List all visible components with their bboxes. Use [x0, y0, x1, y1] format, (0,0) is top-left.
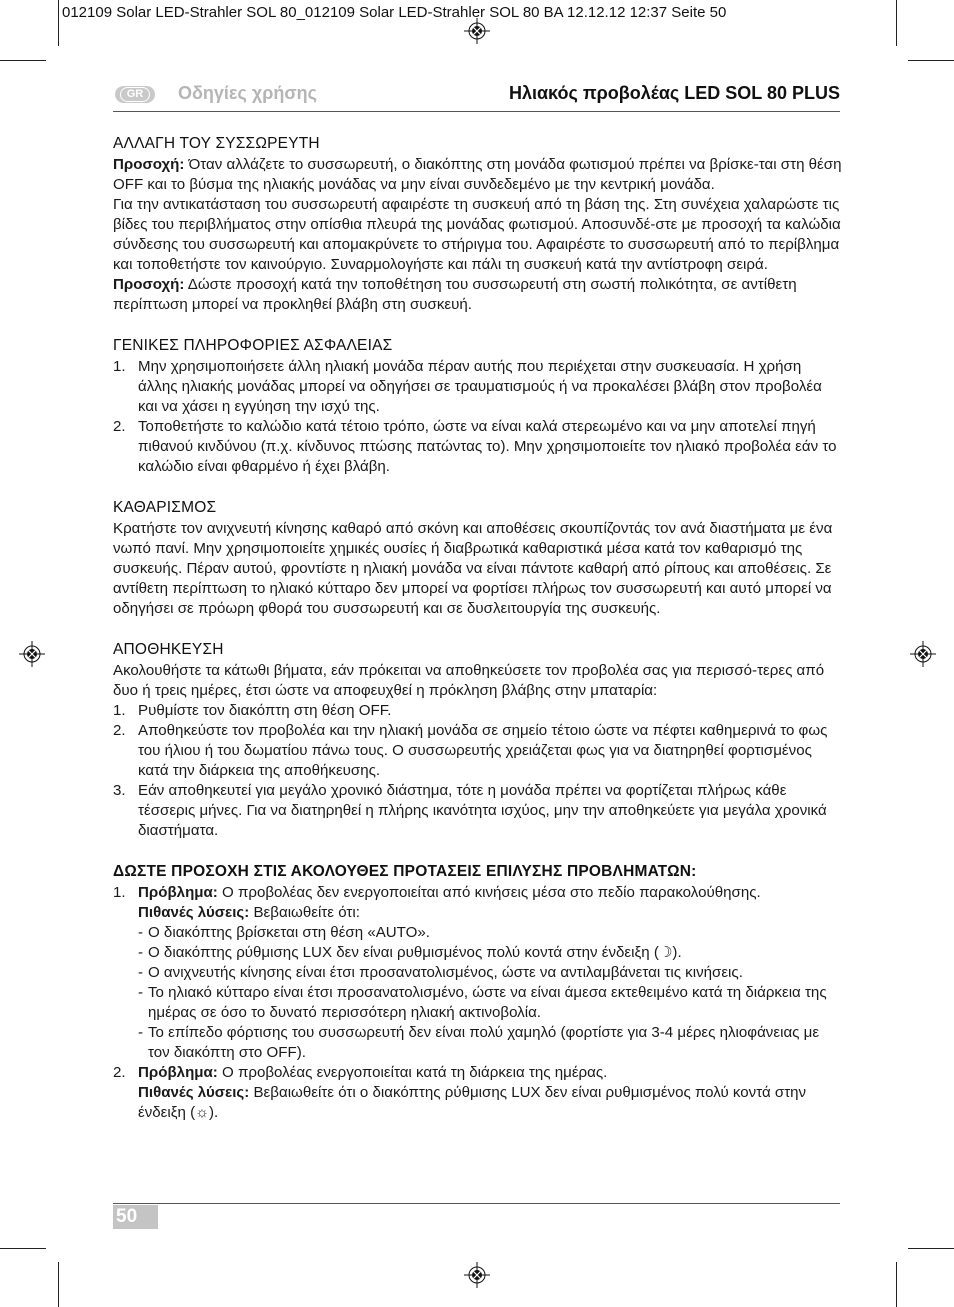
section-battery-replacement — [113, 133, 843, 315]
section-safety — [113, 335, 843, 477]
list-item — [113, 1063, 843, 1123]
list-text: Εάν αποθηκευτεί για μεγάλο χρονικό διάστημα, τότε η μονάδα πρέπει να φορτίζεται πλήρως κάθε τέσσερις μήνες. Για να διατηρηθεί η πλήρης ικανότητα ισχύος, μην την αποθηκεύετε για μεγάλα χρονικά διαστήματα. — [138, 782, 827, 839]
problem-label: Πρόβλημα: — [138, 884, 218, 901]
crop-mark — [908, 1248, 954, 1249]
list-text: Ρυθμίστε τον διακόπτη στη θέση OFF. — [138, 702, 392, 719]
page-content — [113, 133, 843, 1143]
problem-text: Ο προβολέας ενεργοποιείται κατά τη διάρκεια της ημέρας. — [217, 1064, 608, 1081]
footer-divider — [113, 1203, 840, 1204]
document-label: Οδηγίες χρήσης — [178, 83, 317, 103]
list-number: 2. — [113, 722, 126, 739]
registration-mark-icon — [464, 18, 490, 44]
language-code: GR — [120, 87, 151, 102]
paragraph: Ακολουθήστε τα κάτωθι βήματα, εάν πρόκειται να αποθηκεύσετε τον προβολέα σας για περισσό-τερες από δυο ή τρεις ημέρες, έτσι ώστε να αποφευχθεί η πρόκληση βλάβης στην μπαταρία: — [113, 662, 825, 699]
page-number: 50 — [113, 1205, 158, 1229]
solutions-line — [138, 903, 843, 923]
solutions-label: Πιθανές λύσεις: — [138, 1084, 250, 1101]
crop-mark — [58, 1262, 59, 1307]
registration-mark-icon — [910, 641, 936, 667]
list-number: 1. — [113, 358, 126, 375]
dash-item: - Το επίπεδο φόρτισης του συσσωρευτή δεν είναι πολύ χαμηλό (φορτίστε για 3-4 μέρες ηλιοφάνειας με τον διακόπτη στο OFF). — [138, 1024, 820, 1061]
page-header — [113, 83, 840, 112]
crop-mark — [0, 60, 46, 61]
paragraph — [113, 275, 843, 315]
section-heading: ΑΛΛΑΓΗ ΤΟΥ ΣΥΣΣΩΡΕΥΤΗ — [113, 135, 320, 152]
section-cleaning — [113, 497, 843, 619]
section-storage — [113, 639, 843, 841]
list-number: 3. — [113, 782, 126, 799]
paragraph — [113, 155, 843, 195]
crop-mark — [58, 0, 59, 46]
list-item — [113, 357, 843, 417]
crop-mark — [0, 1248, 46, 1249]
language-badge — [115, 86, 155, 103]
list-item — [113, 417, 843, 477]
print-slug: 012109 Solar LED-Strahler SOL 80_012109 Solar LED-Strahler SOL 80 BA 12.12.12 12:37 Seite 50 — [62, 4, 727, 21]
section-troubleshooting — [113, 861, 843, 1123]
solutions-text: Βεβαιωθείτε ότι ο διακόπτης ρύθμισης LUX δεν είναι ρυθμισμένος πολύ κοντά στην ένδειξη (☼). — [138, 1084, 807, 1121]
problem-line — [138, 1063, 843, 1083]
problem-line — [138, 883, 843, 903]
list-number: 1. — [113, 702, 126, 719]
list-text: Αποθηκεύστε τον προβολέα και την ηλιακή μονάδα σε σημείο τέτοιο ώστε να πέφτει καθημερινά το φως του ήλιου ή του δωματίου πάνω τους. Ο συσσωρευτής χρειάζεται φως για να διατηρηθεί φορτισμένος κατά την διάρκεια της αποθήκευσης. — [138, 722, 828, 779]
section-heading: ΔΩΣΤΕ ΠΡΟΣΟΧΗ ΣΤΙΣ ΑΚΟΛΟΥΘΕΣ ΠΡΟΤΑΣΕΙΣ ΕΠΙΛΥΣΗΣ ΠΡΟΒΛΗΜΑΤΩΝ: — [113, 863, 697, 880]
paragraph: Κρατήστε τον ανιχνευτή κίνησης καθαρό από σκόνη και αποθέσεις σκουπίζοντάς τον ανά διαστήματα με ένα νωπό πανί. Μην χρησιμοποιείτε χημικές ουσίες ή διαβρωτικά καθαριστικά μέσα κατά τον καθαρισμό της συσκευής. Πέραν αυτού, φροντίστε η ηλιακή μονάδα να είναι πάντοτε καθαρή από ρίπους και αποθέσεις. Σε αντίθετη περίπτωση το ηλιακό κύτταρο δεν μπορεί να φορτίσει πλήρως τον συσσωρευτή και αυτό μπορεί να οδηγήσει σε πρόωρη φθορά του συσσωρευτή και σε δυσλειτουργία της συσκευής. — [113, 520, 833, 617]
crop-mark — [896, 1262, 897, 1307]
list-text: Μην χρησιμοποιήσετε άλλη ηλιακή μονάδα πέραν αυτής που περιέχεται στην συσκευασία. Η χρήση άλλης ηλιακής μονάδας μπορεί να οδηγήσει σε τραυματισμούς ή να προκαλέσει βλάβη στον προβολέα και να χάσει η εγγύηση την ισχύ της. — [138, 358, 822, 415]
problem-label: Πρόβλημα: — [138, 1064, 218, 1081]
crop-mark — [896, 0, 897, 46]
list-item — [113, 883, 843, 1063]
dash-item: - Ο διακόπτης βρίσκεται στη θέση «AUTO». — [138, 924, 430, 941]
list-number: 2. — [113, 1064, 126, 1081]
warning-label: Προσοχή: — [113, 276, 185, 293]
warning-label: Προσοχή: — [113, 156, 185, 173]
section-heading: ΓΕΝΙΚΕΣ ΠΛΗΡΟΦΟΡΙΕΣ ΑΣΦΑΛΕΙΑΣ — [113, 337, 393, 354]
dash-item: - Ο διακόπτης ρύθμισης LUX δεν είναι ρυθμισμένος πολύ κοντά στην ένδειξη (☽). — [138, 944, 682, 961]
registration-mark-icon — [464, 1262, 490, 1288]
list-item — [113, 781, 843, 841]
list-item — [113, 701, 843, 721]
list-number: 1. — [113, 884, 126, 901]
dash-text: Ο διακόπτης βρίσκεται στη θέση «AUTO». — [148, 924, 430, 941]
paragraph: Για την αντικατάσταση του συσσωρευτή αφαιρέστε τη συσκευή από τη βάση της. Στη συνέχεια χαλαρώστε τις βίδες του περιβλήματος στην οπίσθια πλευρά της μονάδας φωτισμού. Αποσυνδέ-στε με προσοχή τα καλώδια σύνδεσης του συσσωρευτή και απομακρύνετε το στήριγμα του. Αφαιρέστε το συσσωρευτή από το περίβλημα και τοποθετήστε τον καινούργιο. Συναρμολογήστε και πάλι τη συσκευή κατά την αντίστροφη σειρά. — [113, 196, 841, 273]
dash-text: Ο ανιχνευτής κίνησης είναι έτσι προσανατολισμένος, ώστε να αντιλαμβάνεται τις κινήσεις. — [148, 964, 743, 981]
problem-text: Ο προβολέας δεν ενεργοποιείται από κινήσεις μέσα στο πεδίο παρακολούθησης. — [217, 884, 761, 901]
paragraph-text: Δώστε προσοχή κατά την τοποθέτηση του συσσωρευτή στη σωστή πολικότητα, σε αντίθετη περίπτωση μπορεί να προκληθεί βλάβη στη συσκευή. — [113, 276, 797, 313]
list-number: 2. — [113, 418, 126, 435]
document-title: Ηλιακός προβολέας LED SOL 80 PLUS — [508, 83, 840, 103]
section-heading: ΑΠΟΘΗΚΕΥΣΗ — [113, 641, 224, 658]
solutions-label: Πιθανές λύσεις: — [138, 904, 250, 921]
crop-mark — [908, 60, 954, 61]
paragraph-text: Όταν αλλάζετε το συσσωρευτή, ο διακόπτης στη μονάδα φωτισμού πρέπει να βρίσκε-ται στη θέση OFF και το βύσμα της ηλιακής μονάδας να μην είναι συνδεδεμένο με την κεντρική μονάδα. — [113, 156, 842, 193]
list-item — [113, 721, 843, 781]
registration-mark-icon — [19, 641, 45, 667]
dash-item: - Το ηλιακό κύτταρο είναι έτσι προσανατολισμένο, ώστε να είναι άμεσα εκτεθειμένο κατά τη διάρκεια της ημέρας σε όσο το δυνατό περισσότερη ηλιακή ακτινοβολία. — [138, 984, 827, 1021]
dash-text: Το επίπεδο φόρτισης του συσσωρευτή δεν είναι πολύ χαμηλό (φορτίστε για 3-4 μέρες ηλιοφάνειας με τον διακόπτη στο OFF). — [148, 1024, 820, 1061]
list-text: Τοποθετήστε το καλώδιο κατά τέτοιο τρόπο, ώστε να είναι καλά στερεωμένο και να μην αποτελεί πηγή πιθανού κινδύνου (π.χ. κίνδυνος πτώσης πατώντας το). Μην χρησιμοποιείτε τον ηλιακό προβολέα εάν το καλώδιο είναι φθαρμένο ή έχει βλάβη. — [138, 418, 837, 475]
solutions-line — [138, 1083, 843, 1123]
solutions-text: Βεβαιωθείτε ότι: — [249, 904, 360, 921]
dash-text: Το ηλιακό κύτταρο είναι έτσι προσανατολισμένο, ώστε να είναι άμεσα εκτεθειμένο κατά τη διάρκεια της ημέρας σε όσο το δυνατό περισσότερη ηλιακή ακτινοβολία. — [148, 984, 827, 1021]
dash-item: - Ο ανιχνευτής κίνησης είναι έτσι προσανατολισμένος, ώστε να αντιλαμβάνεται τις κινήσεις. — [138, 964, 743, 981]
section-heading: ΚΑΘΑΡΙΣΜΟΣ — [113, 499, 217, 516]
dash-text: Ο διακόπτης ρύθμισης LUX δεν είναι ρυθμισμένος πολύ κοντά στην ένδειξη (☽). — [148, 944, 682, 961]
